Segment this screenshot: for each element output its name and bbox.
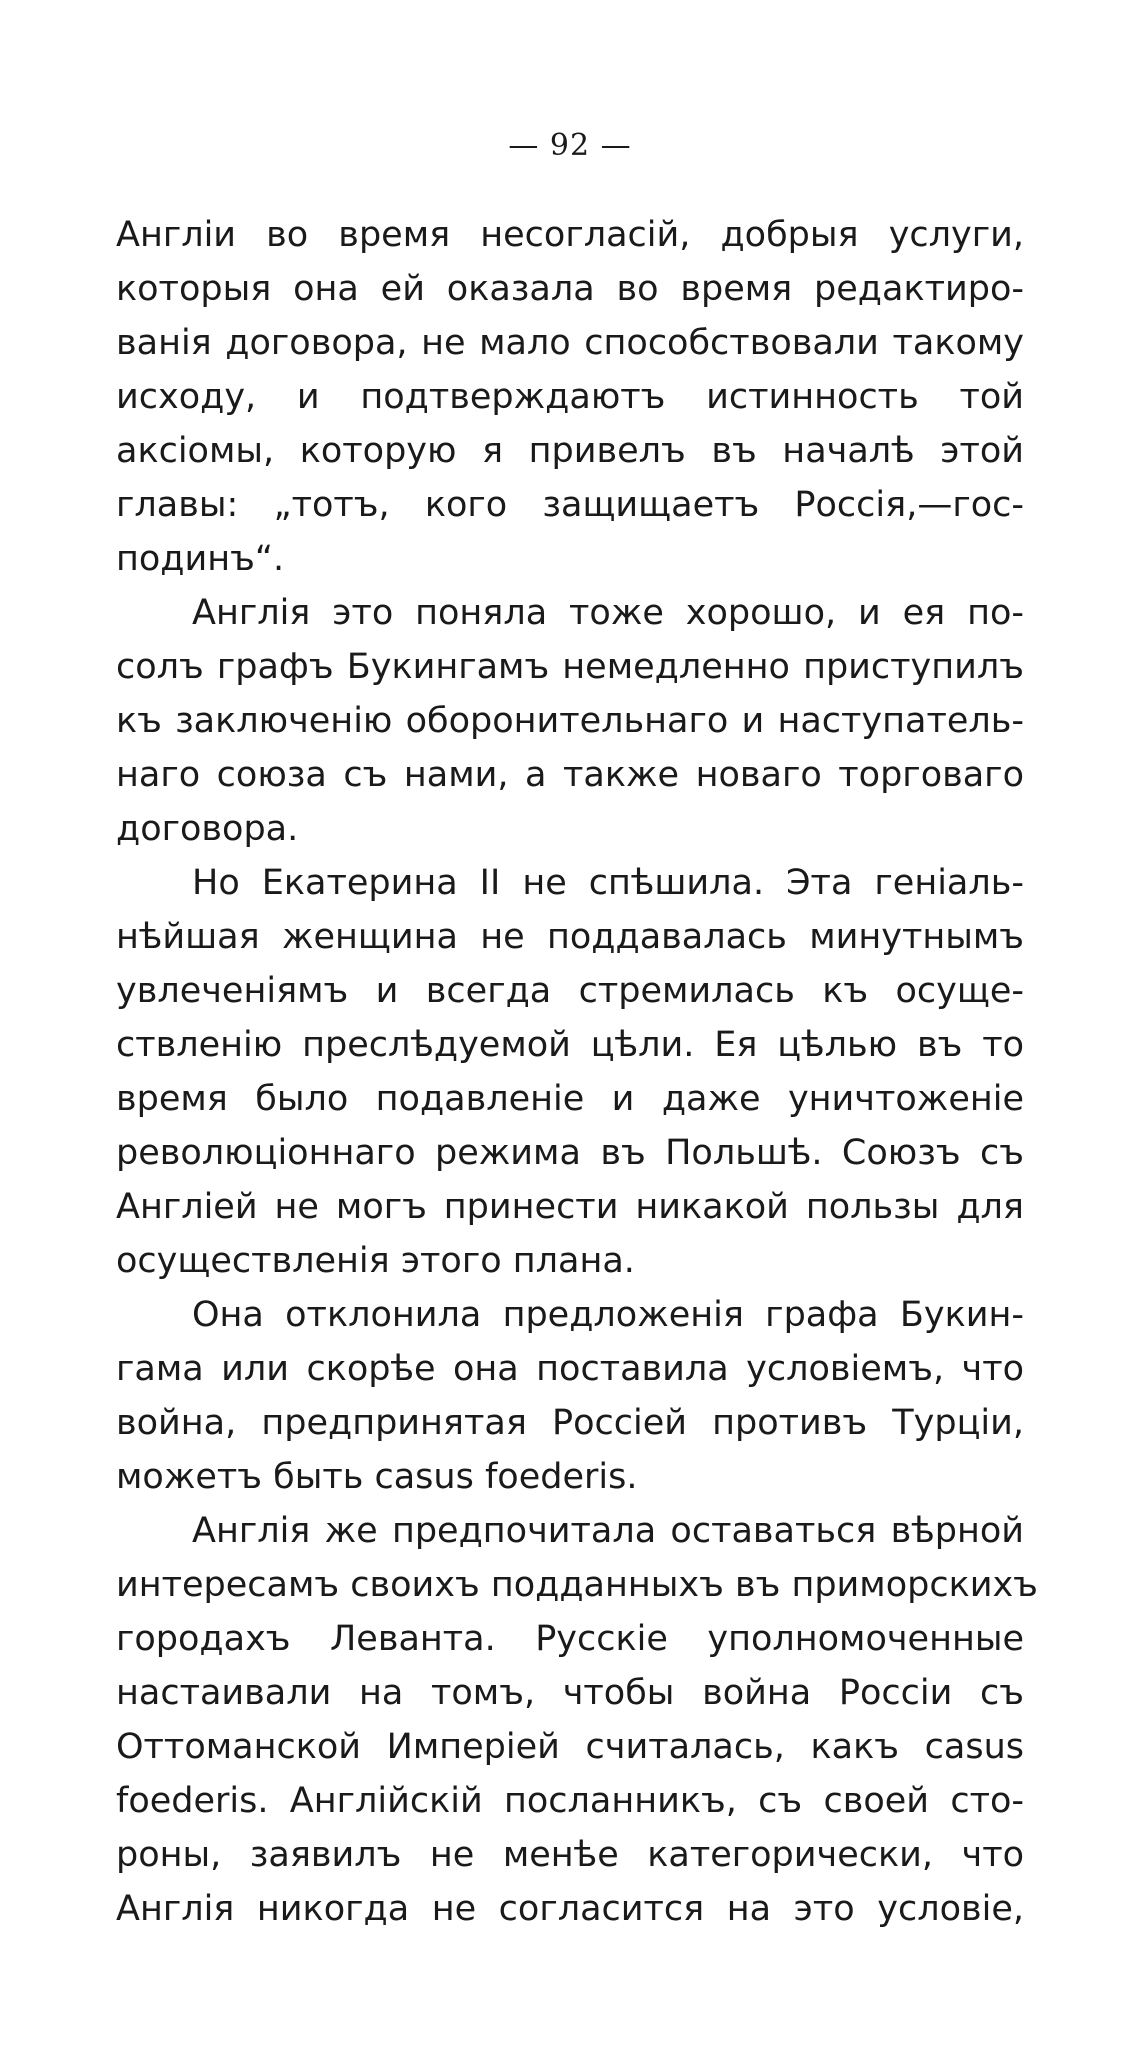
text-line: городахъ Леванта. Русскіе уполномоченные xyxy=(116,1619,1024,1659)
text-line: къ заключенію оборонительнаго и наступатель- xyxy=(116,701,1024,741)
text-line: Англіей не могъ принести никакой пользы для xyxy=(116,1187,1024,1227)
text-line: интересамъ своихъ подданныхъ въ приморскихъ xyxy=(116,1565,1038,1605)
text-line: договора. xyxy=(116,809,299,849)
text-line: главы: „тотъ, кого защищаетъ Россія,—гос- xyxy=(116,485,1024,525)
text-line: наго союза съ нами, а также новаго торговаго xyxy=(116,755,1024,795)
text-line: нѣйшая женщина не поддавалась минутнымъ xyxy=(116,917,1024,957)
text-line: Оттоманской Имперіей считалась, какъ casus xyxy=(116,1727,1024,1767)
text-line: увлеченіямъ и всегда стремилась къ осуще- xyxy=(116,971,1024,1011)
text-line: которыя она ей оказала во время редактиро- xyxy=(116,269,1024,309)
text-line: Англія никогда не согласится на это условіе, xyxy=(116,1889,1024,1929)
text-line: Но Екатерина II не спѣшила. Эта геніаль- xyxy=(192,863,1024,903)
text-line: война, предпринятая Россіей противъ Турціи, xyxy=(116,1403,1024,1443)
text-line: осуществленія этого плана. xyxy=(116,1241,635,1281)
text-line: гама или скорѣе она поставила условіемъ, что xyxy=(116,1349,1024,1389)
text-line: можетъ быть casus foederis. xyxy=(116,1457,638,1497)
text-line: Англіи во время несогласій, добрыя услуги, xyxy=(116,215,1024,255)
text-line: аксіомы, которую я привелъ въ началѣ этой xyxy=(116,431,1024,471)
text-line: время было подавленіе и даже уничтоженіе xyxy=(116,1079,1024,1119)
page-number: — 92 — xyxy=(508,128,632,163)
text-line: Она отклонила предложенія графа Букин- xyxy=(192,1295,1024,1335)
text-line: солъ графъ Букингамъ немедленно приступилъ xyxy=(116,647,1024,687)
text-line: Англія это поняла тоже хорошо, и ея по- xyxy=(192,593,1024,633)
text-line: исходу, и подтверждаютъ истинность той xyxy=(116,377,1024,417)
text-line: foederis. Англійскій посланникъ, съ своей сто- xyxy=(116,1781,1024,1821)
body-text xyxy=(116,208,1038,1936)
text-line: ванія договора, не мало способствовали такому xyxy=(116,323,1024,363)
text-line: настаивали на томъ, чтобы война Россіи съ xyxy=(116,1673,1024,1713)
text-line: подинъ“. xyxy=(116,539,285,579)
text-line: роны, заявилъ не менѣе категорически, что xyxy=(116,1835,1024,1875)
text-line: ствленію преслѣдуемой цѣли. Ея цѣлью въ то xyxy=(116,1025,1024,1065)
text-line: революціоннаго режима въ Польшѣ. Союзъ съ xyxy=(116,1133,1024,1173)
text-line: Англія же предпочитала оставаться вѣрной xyxy=(192,1511,1024,1551)
